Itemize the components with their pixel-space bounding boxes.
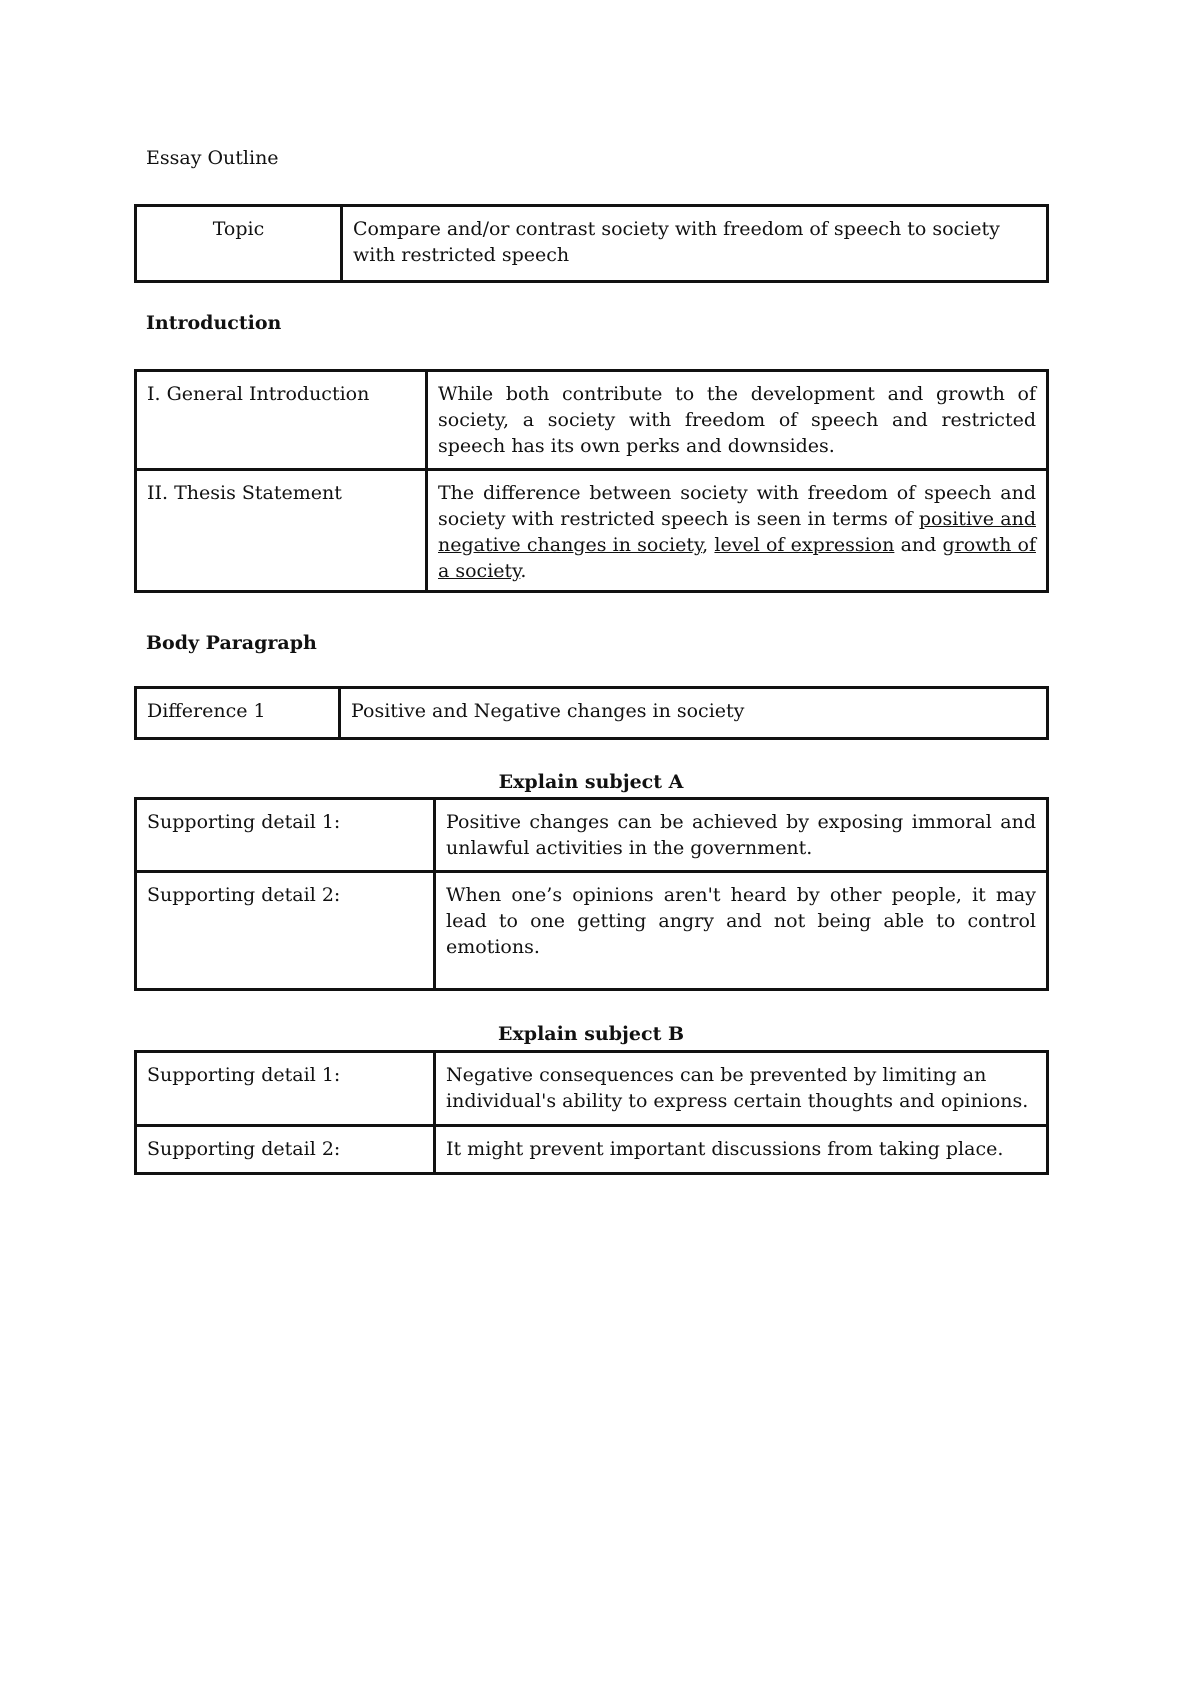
table-row [136, 1052, 1048, 1126]
thesis-text-intro: The difference between society with freedom of speech and society with restricted speech is seen in terms of [438, 482, 1036, 530]
general-introduction-text: While both contribute to the development and growth of society, a society with freedom of speech and restricted speech has its own perks and downsides. [427, 371, 1048, 470]
subject-b-detail-1-text: Negative consequences can be prevented by limiting an individual's ability to express certain thoughts and opinions. [435, 1052, 1048, 1126]
table-row [136, 470, 1048, 592]
table-row [136, 371, 1048, 470]
table-row [136, 1126, 1048, 1174]
document-title: Essay Outline [146, 147, 279, 169]
subject-a-table [134, 797, 1049, 991]
difference-label: Difference 1 [136, 688, 340, 739]
thesis-point-expression: level of expression [714, 534, 895, 556]
subject-b-heading: Explain subject B [497, 1023, 685, 1045]
difference-row [136, 688, 1048, 739]
thesis-point-changes: positive and negative changes in society [438, 508, 1036, 556]
subject-b-table [134, 1050, 1049, 1175]
table-row [136, 799, 1048, 872]
general-introduction-label: I. General Introduction [136, 371, 427, 470]
thesis-statement-text [427, 470, 1048, 592]
subject-b-detail-2-text: It might prevent important discussions from taking place. [435, 1126, 1048, 1174]
body-paragraph-heading: Body Paragraph [146, 632, 317, 654]
thesis-point-growth: growth of a society [438, 534, 1036, 582]
difference-table [134, 686, 1049, 740]
difference-text: Positive and Negative changes in society [340, 688, 1048, 739]
subject-a-detail-1-text: Positive changes can be achieved by exposing immoral and unlawful activities in the government. [435, 799, 1048, 872]
topic-label: Topic [136, 206, 342, 282]
subject-b-detail-1-label: Supporting detail 1: [136, 1052, 435, 1126]
introduction-heading: Introduction [146, 312, 282, 334]
topic-row [136, 206, 1048, 282]
topic-text: Compare and/or contrast society with freedom of speech to society with restricted speech [342, 206, 1048, 282]
subject-a-detail-2-label: Supporting detail 2: [136, 872, 435, 990]
thesis-statement-label: II. Thesis Statement [136, 470, 427, 592]
topic-table [134, 204, 1049, 283]
subject-a-detail-1-label: Supporting detail 1: [136, 799, 435, 872]
table-row [136, 872, 1048, 990]
thesis-conjunction: and [894, 534, 943, 556]
subject-a-detail-2-text: When one’s opinions aren't heard by other people, it may lead to one getting angry and not being able to control emotions. [435, 872, 1048, 990]
thesis-separator: , [702, 534, 715, 556]
subject-b-detail-2-label: Supporting detail 2: [136, 1126, 435, 1174]
subject-a-heading: Explain subject A [498, 771, 684, 793]
thesis-period: . [520, 560, 527, 582]
introduction-table [134, 369, 1049, 593]
